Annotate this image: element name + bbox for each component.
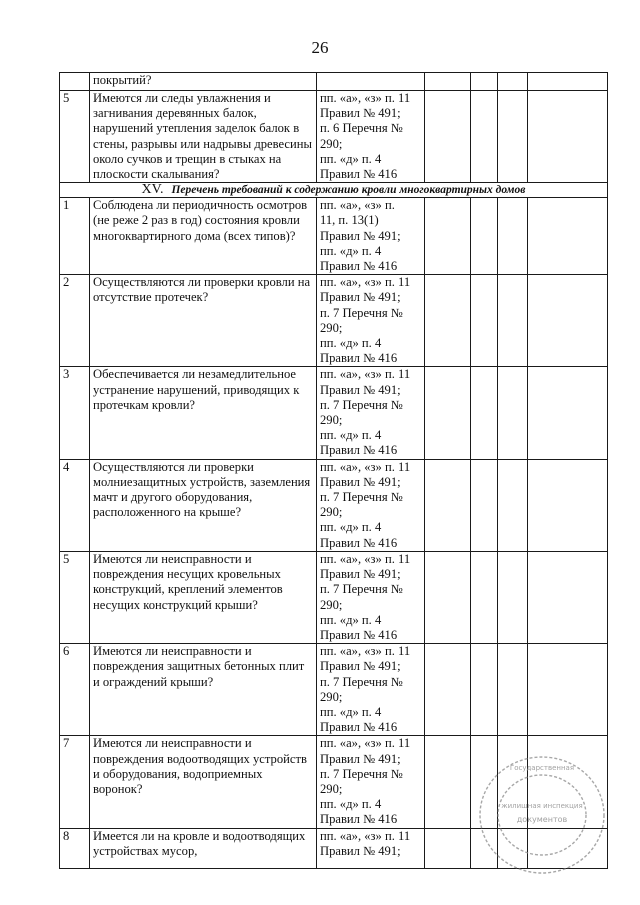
reference-cell [317, 828, 425, 868]
answer-yes-cell [425, 459, 471, 551]
answer-yes-cell [425, 91, 471, 183]
legal-reference-line: 290; [320, 320, 343, 335]
answer-na-cell [498, 275, 528, 367]
answer-na-cell [498, 73, 528, 91]
question-text: Осуществляются ли проверки кровли на отсутствие протечек? [93, 275, 311, 305]
answer-no-cell [471, 644, 498, 736]
answer-no-cell [471, 828, 498, 868]
answer-na-cell [498, 551, 528, 643]
answer-na-cell [498, 828, 528, 868]
answer-yes-cell [425, 73, 471, 91]
page-number: 26 [311, 38, 329, 57]
answer-no-cell [471, 736, 498, 828]
table-row [60, 828, 608, 868]
reference-cell [317, 459, 425, 551]
answer-no-cell [471, 198, 498, 275]
legal-reference-line: пп. «д» п. 4 [320, 151, 382, 166]
legal-reference-line: Правил № 491; [320, 567, 401, 582]
reference-cell [317, 73, 425, 91]
row-number: 2 [60, 275, 90, 367]
legal-reference-line: п. 6 Перечня № [320, 121, 403, 136]
reference-cell [317, 198, 425, 275]
comment-cell [528, 275, 608, 367]
reference-cell [317, 367, 425, 459]
row-number: 6 [60, 644, 90, 736]
legal-reference-line: Правил № 491; [320, 474, 401, 489]
legal-reference-line: Правил № 416 [320, 812, 398, 827]
row-number: 5 [60, 551, 90, 643]
question-text: Имеются ли неисправности и повреждения водоотводящих устройств и оборудования, водоприемных воронок? [93, 736, 307, 796]
legal-reference-line: пп. «а», «з» п. 11 [320, 367, 411, 382]
section-header-row [60, 183, 608, 198]
row-number-cell [60, 73, 90, 91]
legal-reference-line: 290; [320, 136, 343, 151]
section-roman-numeral: XV. [141, 182, 164, 198]
answer-yes-cell [425, 275, 471, 367]
answer-no-cell [471, 91, 498, 183]
question-text: Имеются ли неисправности и повреждения несущих кровельных конструкций, креплений элементов несущих конструкций крыши? [93, 551, 283, 612]
reference-cell [317, 275, 425, 367]
answer-yes-cell [425, 367, 471, 459]
legal-reference-line: Правил № 491; [320, 659, 401, 674]
row-number: 8 [60, 828, 90, 868]
legal-reference-line: пп. «а», «з» п. 11 [320, 459, 411, 474]
question-text: Соблюдена ли периодичность осмотров (не реже 2 раз в год) состояния кровли многоквартирного дома (всех типов)? [93, 198, 308, 243]
stamp-text-top: Государственная [509, 764, 575, 772]
legal-reference-line: 290; [320, 505, 343, 520]
row-number: 1 [60, 198, 90, 275]
reference-cell [317, 551, 425, 643]
answer-na-cell [498, 644, 528, 736]
legal-reference-line: пп. «а», «з» п. 11 [320, 828, 411, 843]
answer-yes-cell [425, 198, 471, 275]
answer-na-cell [498, 736, 528, 828]
section-title-text: Перечень требований к содержанию кровли многоквартирных домов [171, 184, 526, 197]
question-text: Осуществляются ли проверки молниезащитных устройств, заземления мачт и другого оборудования, расположенного на крыше? [93, 459, 311, 520]
comment-cell [528, 73, 608, 91]
legal-reference-line: Правил № 416 [320, 351, 398, 366]
legal-reference-line: п. 7 Перечня № [320, 674, 403, 689]
legal-reference-line: Правил № 491; [320, 228, 401, 243]
legal-reference-line: Правил № 416 [320, 720, 398, 735]
comment-cell [528, 551, 608, 643]
legal-reference-line: пп. «а», «з» п. 11 [320, 551, 411, 566]
legal-reference-line: п. 7 Перечня № [320, 766, 403, 781]
legal-reference-line: Правил № 416 [320, 259, 398, 274]
legal-reference-line: 290; [320, 597, 343, 612]
question-cell [90, 275, 317, 367]
answer-no-cell [471, 459, 498, 551]
answer-na-cell [498, 459, 528, 551]
section-title [60, 183, 608, 198]
table-row [60, 198, 608, 275]
legal-reference-line: 290; [320, 413, 343, 428]
legal-reference-line: Правил № 491; [320, 382, 401, 397]
question-text: Имеются ли неисправности и повреждения защитных бетонных плит и ограждений крыши? [93, 644, 305, 689]
checklist-table [59, 72, 608, 869]
table-row [60, 551, 608, 643]
comment-cell [528, 367, 608, 459]
answer-no-cell [471, 551, 498, 643]
question-text: Обеспечивается ли незамедлительное устранение нарушений, приводящих к протечкам кровли? [93, 367, 300, 412]
comment-cell [528, 91, 608, 183]
legal-reference-line: пп. «а», «з» п. 11 [320, 275, 411, 290]
legal-reference-line: пп. «а», «з» п. 11 [320, 91, 411, 105]
row-number: 4 [60, 459, 90, 551]
legal-reference-line: Правил № 416 [320, 167, 398, 182]
legal-reference-line: пп. «д» п. 4 [320, 797, 382, 812]
question-text: Имеется ли на кровле и водоотводящих устройствах мусор, [93, 828, 306, 858]
legal-reference-line: пп. «д» п. 4 [320, 428, 382, 443]
question-text: Имеются ли следы увлажнения и загнивания деревянных балок, нарушений утепления заделок балок в стены, разрывы или надрывы древесины около сучков и трещин в стыках на плоскости скалывания? [93, 91, 312, 182]
row-number: 5 [60, 91, 90, 183]
legal-reference-line: пп. «д» п. 4 [320, 520, 382, 535]
legal-reference-line: 11, п. 13(1) [320, 213, 379, 228]
question-cell [90, 551, 317, 643]
question-cell [90, 367, 317, 459]
legal-reference-line: пп. «д» п. 4 [320, 243, 382, 258]
legal-reference-line: пп. «а», «з» п. 11 [320, 736, 411, 751]
legal-reference-line: Правил № 416 [320, 443, 398, 458]
comment-cell [528, 198, 608, 275]
comment-cell [528, 736, 608, 828]
legal-reference-line: Правил № 491; [320, 843, 401, 858]
legal-reference-line: Правил № 491; [320, 106, 401, 121]
answer-yes-cell [425, 644, 471, 736]
question-cell [90, 459, 317, 551]
legal-reference-line: Правил № 416 [320, 535, 398, 550]
legal-reference-line: п. 7 Перечня № [320, 305, 403, 320]
stamp-text-mid: жилищная инспекция [501, 802, 583, 810]
answer-yes-cell [425, 828, 471, 868]
reference-cell [317, 91, 425, 183]
row-number: 3 [60, 367, 90, 459]
legal-reference-line: 290; [320, 689, 343, 704]
answer-no-cell [471, 275, 498, 367]
question-cell [90, 91, 317, 183]
table-row [60, 736, 608, 828]
table-row [60, 91, 608, 183]
legal-reference-line: пп. «д» п. 4 [320, 336, 382, 351]
answer-no-cell [471, 367, 498, 459]
stamp-text-bottom: документов [516, 815, 568, 824]
answer-na-cell [498, 198, 528, 275]
reference-cell [317, 736, 425, 828]
comment-cell [528, 644, 608, 736]
legal-reference-line: п. 7 Перечня № [320, 490, 403, 505]
question-cell [90, 198, 317, 275]
answer-na-cell [498, 367, 528, 459]
legal-reference-line: пп. «д» п. 4 [320, 704, 382, 719]
table-row [60, 275, 608, 367]
answer-no-cell [471, 73, 498, 91]
answer-yes-cell [425, 736, 471, 828]
legal-reference-line: пп. «а», «з» п. 11 [320, 644, 411, 659]
comment-cell [528, 828, 608, 868]
answer-yes-cell [425, 551, 471, 643]
legal-reference-line: пп. «д» п. 4 [320, 612, 382, 627]
legal-reference-line: пп. «а», «з» п. [320, 198, 395, 213]
comment-cell [528, 459, 608, 551]
legal-reference-line: п. 7 Перечня № [320, 582, 403, 597]
question-cell [90, 828, 317, 868]
question-cell [90, 644, 317, 736]
legal-reference-line: Правил № 491; [320, 751, 401, 766]
legal-reference-line: Правил № 416 [320, 627, 398, 642]
answer-na-cell [498, 91, 528, 183]
legal-reference-line: 290; [320, 781, 343, 796]
legal-reference-line: п. 7 Перечня № [320, 397, 403, 412]
question-cell: покрытий? [90, 73, 317, 91]
row-number: 7 [60, 736, 90, 828]
table-row [60, 644, 608, 736]
table-row [60, 367, 608, 459]
question-cell [90, 736, 317, 828]
continuation-row [60, 73, 608, 91]
reference-cell [317, 644, 425, 736]
legal-reference-line: Правил № 491; [320, 290, 401, 305]
table-row [60, 459, 608, 551]
